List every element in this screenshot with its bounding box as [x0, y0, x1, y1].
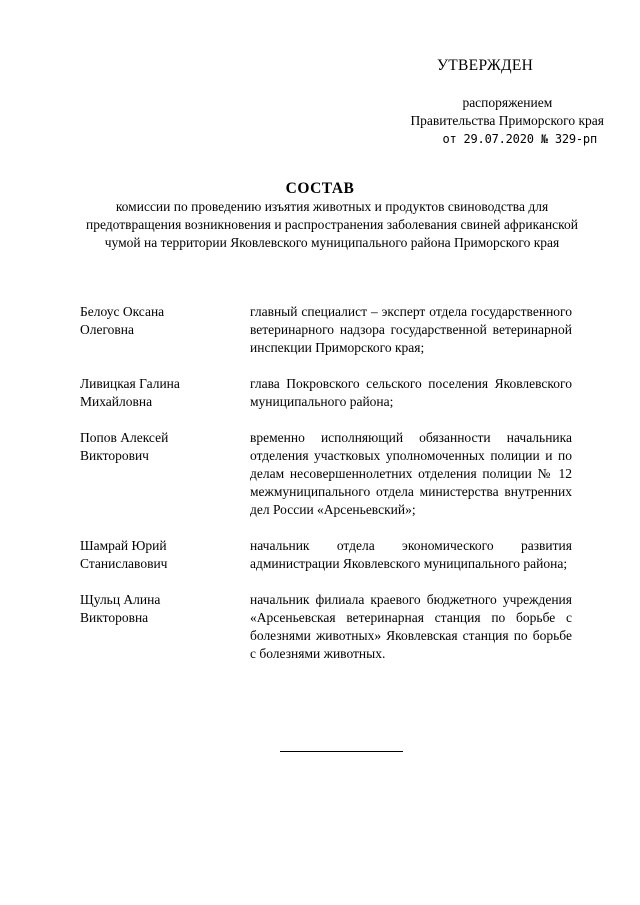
member-surname: Попов Алексей [80, 430, 169, 445]
approved-stamp-text: УТВЕРЖДЕН [437, 57, 534, 74]
member-name [80, 591, 250, 663]
document-subtitle: комиссии по проведению изъятия животных и продуктов свиноводства для предотвращения возникновения и распространения заболевания свиней африканской чумой на территории Яковлевского муниципального района Приморского края [85, 199, 579, 250]
member-row [80, 591, 572, 663]
member-role: начальник филиала краевого бюджетного учреждения «Арсеньевская ветеринарная станция по борьбе с болезнями животных» Яковлевская станция по борьбе с болезнями животных. [250, 592, 572, 661]
member-patronymic: Викторовна [80, 610, 149, 625]
member-name [80, 429, 250, 519]
approval-line-decree: распоряжением [462, 95, 553, 110]
member-role: главный специалист – эксперт отдела государственного ветеринарного надзора государственной ветеринарной инспекции Приморского края; [250, 304, 572, 355]
member-surname: Ливицкая Галина [80, 376, 180, 391]
member-patronymic: Михайловна [80, 394, 153, 409]
member-role: временно исполняющий обязанности начальника отделения участковых уполномоченных полиции и по делам несовершеннолетних отделения полиции № 12 межмуниципального отдела министерства внутренних дел России «Арсеньевский»; [250, 430, 572, 517]
member-role: начальник отдела экономического развития администрации Яковлевского муниципального района; [250, 538, 572, 571]
approval-line-date-number: от 29.07.2020 № 329-рп [442, 132, 597, 146]
member-role: глава Покровского сельского поселения Яковлевского муниципального района; [250, 376, 572, 409]
member-name [80, 303, 250, 357]
member-row [80, 429, 572, 519]
member-patronymic: Викторович [80, 448, 149, 463]
member-patronymic: Станиславович [80, 556, 168, 571]
member-surname: Щульц Алина [80, 592, 161, 607]
member-surname: Шамрай Юрий [80, 538, 167, 553]
member-row [80, 537, 572, 573]
closing-divider [280, 751, 403, 752]
document-title: СОСТАВ [285, 180, 355, 197]
member-patronymic: Олеговна [80, 322, 135, 337]
approval-line-government: Правительства Приморского края [410, 113, 604, 128]
members-list [80, 303, 572, 663]
member-surname: Белоус Оксана [80, 304, 165, 319]
approval-block [410, 94, 604, 148]
member-name [80, 375, 250, 411]
member-row [80, 303, 572, 357]
member-row [80, 375, 572, 411]
member-name [80, 537, 250, 573]
